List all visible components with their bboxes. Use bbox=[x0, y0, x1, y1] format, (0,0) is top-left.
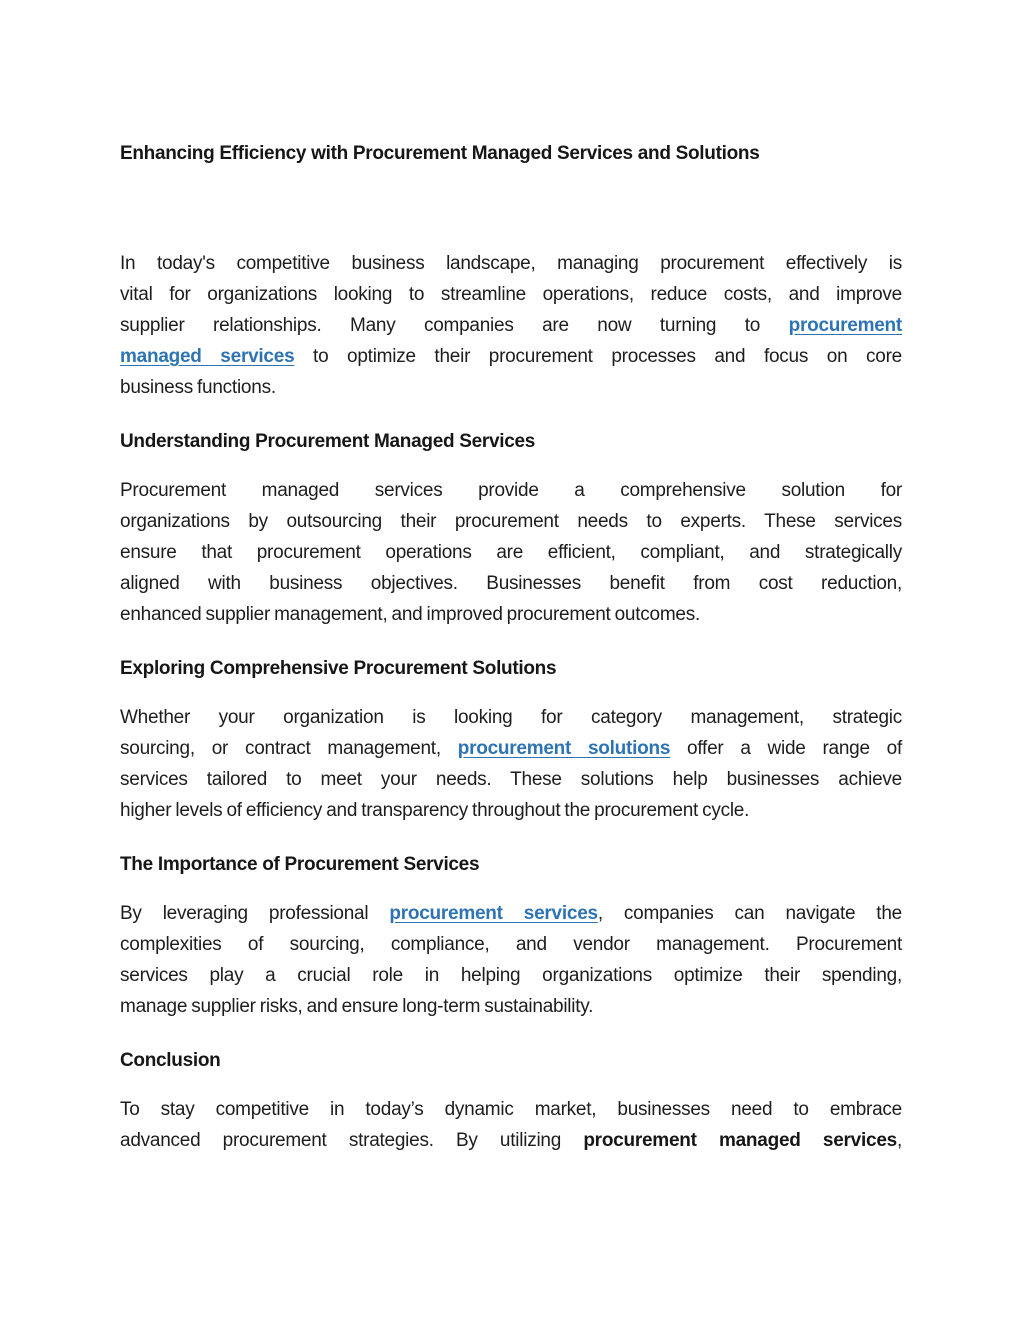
text-line: To stay competitive in today’s dynamic market, businesses need to embrace bbox=[120, 1099, 902, 1120]
link-procurement-services[interactable]: procurement services bbox=[389, 903, 598, 924]
text-line: services play a crucial role in helping organizations optimize their spending, bbox=[120, 965, 902, 986]
text-line: ensure that procurement operations are efficient, compliant, and strategically bbox=[120, 542, 902, 563]
text-run: advanced procurement strategies. By utilizing bbox=[120, 1130, 584, 1151]
link-procurement-solutions[interactable]: procurement solutions bbox=[457, 738, 671, 759]
text-line: vital for organizations looking to streamline operations, reduce costs, and improve bbox=[120, 284, 902, 305]
text-line: complexities of sourcing, compliance, and vendor management. Procurement bbox=[120, 934, 902, 955]
text-run: supplier relationships. Many companies are now turning to bbox=[120, 315, 789, 336]
bold-procurement-managed-services: procurement managed services bbox=[583, 1130, 897, 1151]
section-heading-importance: The Importance of Procurement Services bbox=[120, 854, 480, 875]
text-line: Procurement managed services provide a comprehensive solution for bbox=[120, 480, 902, 501]
intro-paragraph bbox=[120, 248, 902, 403]
text-line: organizations by outsourcing their procurement needs to experts. These services bbox=[120, 511, 902, 532]
text-line bbox=[120, 898, 902, 929]
paragraph-exploring bbox=[120, 702, 902, 826]
section-heading-conclusion: Conclusion bbox=[120, 1050, 221, 1071]
text-line bbox=[120, 341, 902, 372]
link-procurement-managed-services[interactable]: procurement bbox=[788, 315, 902, 336]
text-line: business functions. bbox=[120, 377, 276, 398]
text-line: aligned with business objectives. Businesses benefit from cost reduction, bbox=[120, 573, 902, 594]
text-run: By leveraging professional bbox=[120, 903, 390, 924]
paragraph-conclusion bbox=[120, 1094, 902, 1156]
text-line: In today's competitive business landscape, managing procurement effectively is bbox=[120, 253, 902, 274]
text-line: Whether your organization is looking for category management, strategic bbox=[120, 707, 902, 728]
text-run: to optimize their procurement processes and focus on core bbox=[294, 346, 903, 367]
text-line bbox=[120, 733, 902, 764]
section-heading-exploring: Exploring Comprehensive Procurement Solutions bbox=[120, 658, 557, 679]
text-line bbox=[120, 1125, 902, 1156]
text-run: , companies can navigate the bbox=[597, 903, 902, 924]
text-line: enhanced supplier management, and improved procurement outcomes. bbox=[120, 604, 701, 625]
section-heading-understanding: Understanding Procurement Managed Services bbox=[120, 431, 536, 452]
text-run: , bbox=[896, 1130, 902, 1151]
link-procurement-managed-services[interactable]: managed services bbox=[120, 346, 295, 367]
paragraph-understanding bbox=[120, 475, 902, 630]
text-run: sourcing, or contract management, bbox=[120, 738, 458, 759]
text-line: higher levels of efficiency and transparency throughout the procurement cycle. bbox=[120, 800, 750, 821]
document-title: Enhancing Efficiency with Procurement Managed Services and Solutions bbox=[120, 143, 760, 164]
text-run: offer a wide range of bbox=[670, 738, 903, 759]
text-line: services tailored to meet your needs. These solutions help businesses achieve bbox=[120, 769, 902, 790]
text-line: manage supplier risks, and ensure long-term sustainability. bbox=[120, 996, 594, 1017]
text-line bbox=[120, 310, 902, 341]
paragraph-importance bbox=[120, 898, 902, 1022]
